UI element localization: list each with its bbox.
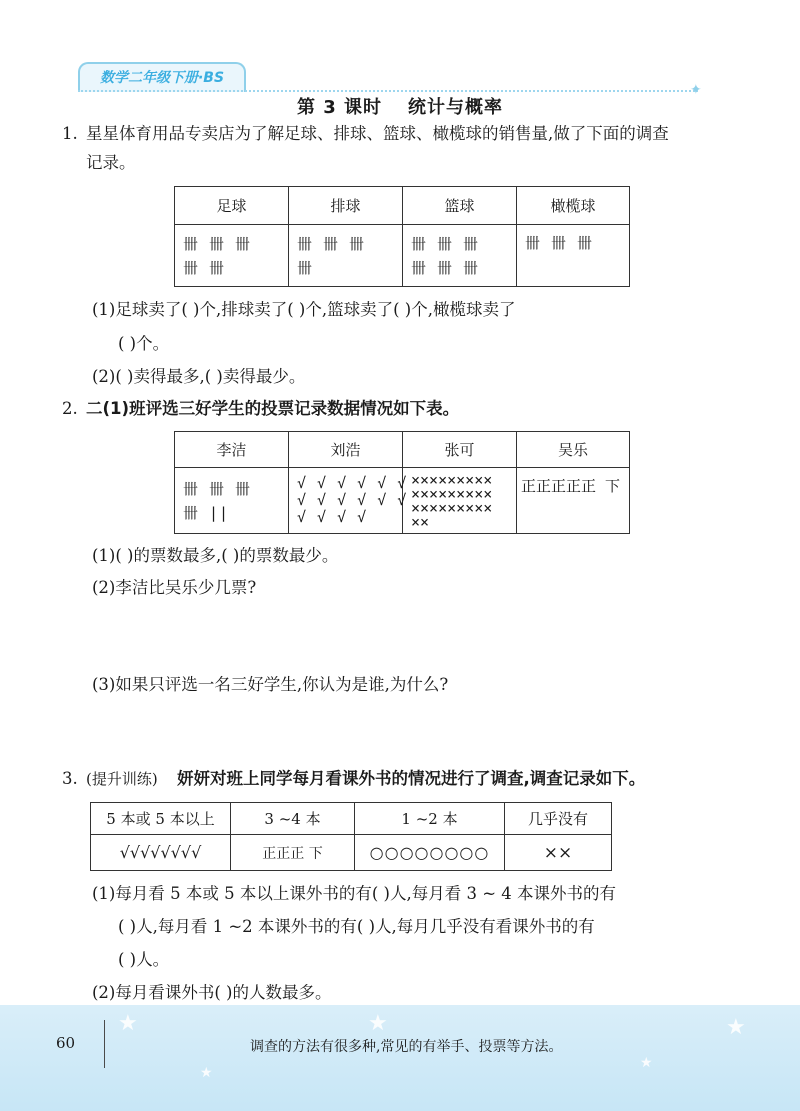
page-number: 60 — [56, 1034, 76, 1052]
tally-cell: 卌 卌 卌 卌 — [289, 225, 403, 287]
q1-table — [174, 186, 630, 287]
q2-table — [174, 431, 630, 534]
header-tab-label: 数学二年级下册·BS — [99, 70, 225, 86]
q3-stem: 妍妍对班上同学每月看课外书的情况进行了调查,调查记录如下。 — [177, 769, 646, 788]
table-row — [175, 468, 630, 534]
star-icon: ★ — [118, 1011, 138, 1036]
table-header-row — [91, 803, 612, 835]
table-header-cell: 排球 — [289, 187, 403, 225]
q1-number: 1. — [62, 124, 78, 143]
star-icon: ★ — [640, 1055, 653, 1071]
table-header-cell: 李洁 — [175, 432, 289, 468]
lesson-title — [0, 93, 800, 119]
footer-band — [0, 1005, 800, 1111]
tally-cell: 卌 卌 卌 — [517, 225, 630, 287]
q1-sub1-line2: ( )个。 — [118, 334, 170, 353]
q2-sub2: (2)李洁比吴乐少几票? — [92, 578, 257, 597]
tally-cell: 卌 卌 卌 卌 || — [175, 468, 289, 534]
q3-sub1-line3: ( )人。 — [118, 950, 170, 969]
tally-cell: ××××××××× ××××××××× ××××××××× ×× — [403, 468, 517, 534]
tally-cell: ×× — [505, 835, 612, 871]
table-header-cell: 张可 — [403, 432, 517, 468]
star-icon: ★ — [368, 1011, 388, 1036]
table-header-row — [175, 432, 630, 468]
table-header-row — [175, 187, 630, 225]
table-header-cell: 刘浩 — [289, 432, 403, 468]
star-icon: ★ — [200, 1065, 213, 1081]
page-number-divider — [104, 1020, 105, 1068]
footer-tip: 调查的方法有很多种,常见的有举手、投票等方法。 — [250, 1039, 563, 1055]
tally-cell: 正正正正正 下 — [517, 468, 630, 534]
table-row — [175, 225, 630, 287]
q1-sub2: (2)( )卖得最多,( )卖得最少。 — [92, 367, 306, 386]
table-header-cell: 5 本或 5 本以上 — [91, 803, 231, 835]
table-header-cell: 3 ~4 本 — [231, 803, 355, 835]
q1-stem-line1: 星星体育用品专卖店为了解足球、排球、篮球、橄榄球的销售量,做了下面的调查 — [86, 124, 669, 143]
header-divider — [78, 90, 698, 92]
tally-cell: 卌 卌 卌 卌 卌 — [175, 225, 289, 287]
table-header-cell: 篮球 — [403, 187, 517, 225]
q3-number: 3. — [62, 769, 78, 788]
star-icon: ★ — [726, 1015, 746, 1040]
q3-tag: (提升训练) — [86, 770, 158, 788]
q3-sub1-line1: (1)每月看 5 本或 5 本以上课外书的有( )人,每月看 3 ~ 4 本课外书的有 — [92, 884, 617, 903]
table-header-cell: 1 ~2 本 — [355, 803, 505, 835]
table-header-cell: 几乎没有 — [505, 803, 612, 835]
table-header-cell: 吴乐 — [517, 432, 630, 468]
lesson-number: 第 3 课时 — [296, 97, 383, 118]
lesson-topic: 统计与概率 — [408, 97, 504, 118]
q2-sub1: (1)( )的票数最多,( )的票数最少。 — [92, 546, 339, 565]
tally-cell: 正正正 下 — [231, 835, 355, 871]
tally-cell: √ √ √ √ √ √ √ √ √ √ √ √ √ √ √ √ — [289, 468, 403, 534]
q3-table — [90, 802, 612, 871]
q2-sub3: (3)如果只评选一名三好学生,你认为是谁,为什么? — [92, 675, 449, 694]
header-tab — [78, 62, 246, 92]
table-header-cell: 橄榄球 — [517, 187, 630, 225]
q2-stem: 二(1)班评选三好学生的投票记录数据情况如下表。 — [86, 399, 460, 418]
star-icon: ✦ — [690, 82, 702, 98]
table-row — [91, 835, 612, 871]
q1-stem-line2: 记录。 — [86, 153, 136, 172]
table-header-cell: 足球 — [175, 187, 289, 225]
tally-cell: √√√√√√√√ — [91, 835, 231, 871]
q1-sub1-line1: (1)足球卖了( )个,排球卖了( )个,篮球卖了( )个,橄榄球卖了 — [92, 300, 516, 319]
q3-sub1-line2: ( )人,每月看 1 ~2 本课外书的有( )人,每月几乎没有看课外书的有 — [118, 917, 595, 936]
q3-sub2: (2)每月看课外书( )的人数最多。 — [92, 983, 332, 1002]
tally-cell: ○○○○○○○○ — [355, 835, 505, 871]
tally-cell: 卌 卌 卌 卌 卌 卌 — [403, 225, 517, 287]
q2-number: 2. — [62, 399, 78, 418]
